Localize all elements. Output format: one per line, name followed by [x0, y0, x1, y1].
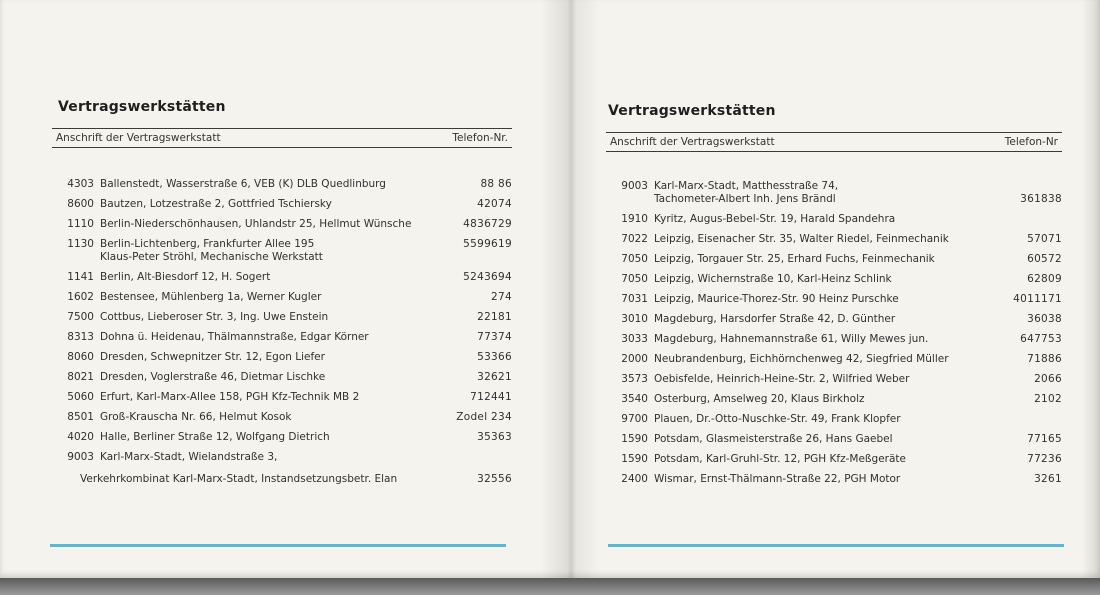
postal-code: 9003	[621, 180, 648, 192]
workshop-address: Neubrandenburg, Eichhörnchenweg 42, Siegfried Müller	[654, 353, 949, 365]
workshop-address: Dohna ü. Heidenau, Thälmannstraße, Edgar Körner	[100, 331, 369, 343]
postal-code: 1130	[67, 238, 94, 250]
list-item	[606, 313, 1062, 326]
right-header-address: Anschrift der Vertragswerkstatt	[610, 136, 775, 148]
workshop-address: Magdeburg, Harsdorfer Straße 42, D. Günther	[654, 313, 896, 325]
workshop-address: Kyritz, Augus-Bebel-Str. 19, Harald Spandehra	[654, 213, 896, 225]
workshop-address: Halle, Berliner Straße 12, Wolfgang Dietrich	[100, 431, 330, 443]
phone-number: Zodel 234	[456, 411, 512, 423]
workshop-address	[100, 238, 430, 264]
list-item	[52, 218, 512, 231]
phone-number: 2102	[1034, 393, 1062, 405]
phone-number: 62809	[1027, 273, 1062, 285]
list-item	[52, 331, 512, 344]
postal-code: 1110	[67, 218, 94, 230]
phone-number: 35363	[477, 431, 512, 443]
right-table-header	[606, 132, 1062, 152]
workshop-address: Ballenstedt, Wasserstraße 6, VEB (K) DLB Quedlinburg	[100, 178, 386, 190]
phone-number: 32621	[477, 371, 512, 383]
list-item-continuation	[80, 473, 512, 486]
list-item	[52, 391, 512, 404]
workshop-address: Potsdam, Glasmeisterstraße 26, Hans Gaebel	[654, 433, 893, 445]
workshop-address	[654, 180, 980, 206]
right-page	[606, 0, 1062, 578]
phone-number: 274	[491, 291, 512, 303]
list-item	[606, 233, 1062, 246]
workshop-address: Bautzen, Lotzestraße 2, Gottfried Tschiersky	[100, 198, 332, 210]
phone-number: 2066	[1034, 373, 1062, 385]
postal-code: 1910	[621, 213, 648, 225]
postal-code: 3010	[621, 313, 648, 325]
postal-code: 8501	[67, 411, 94, 423]
workshop-address: Dresden, Voglerstraße 46, Dietmar Lischke	[100, 371, 326, 383]
list-item	[52, 411, 512, 424]
list-item	[52, 371, 512, 384]
postal-code: 9003	[67, 451, 94, 463]
phone-number: 77165	[1027, 433, 1062, 445]
workshop-address: Leipzig, Eisenacher Str. 35, Walter Riedel, Feinmechanik	[654, 233, 949, 245]
left-header-address: Anschrift der Vertragswerkstatt	[56, 132, 221, 144]
workshop-address: Dresden, Schwepnitzer Str. 12, Egon Liefer	[100, 351, 325, 363]
list-item	[52, 431, 512, 444]
workshop-address: Berlin, Alt-Biesdorf 12, H. Sogert	[100, 271, 271, 283]
phone-number: 647753	[1020, 333, 1062, 345]
list-item	[606, 353, 1062, 366]
page-fold	[540, 0, 600, 578]
workshop-address: Potsdam, Karl-Gruhl-Str. 12, PGH Kfz-Meßgeräte	[654, 453, 906, 465]
list-item	[52, 178, 512, 191]
postal-code: 9700	[621, 413, 648, 425]
list-item	[606, 180, 1062, 206]
list-item	[606, 253, 1062, 266]
phone-number: 3261	[1034, 473, 1062, 485]
left-page-title: Vertragswerkstätten	[58, 99, 226, 115]
list-item	[606, 433, 1062, 446]
list-item	[606, 473, 1062, 486]
phone-number: 36038	[1027, 313, 1062, 325]
workshop-address: Leipzig, Torgauer Str. 25, Erhard Fuchs, Feinmechanik	[654, 253, 935, 265]
list-item	[606, 273, 1062, 286]
phone-number: 22181	[477, 311, 512, 323]
page-edge-shadow	[1082, 0, 1100, 578]
postal-code: 2000	[621, 353, 648, 365]
postal-code: 1590	[621, 453, 648, 465]
workshop-address: Karl-Marx-Stadt, Wielandstraße 3,	[100, 451, 278, 463]
workshop-address: Osterburg, Amselweg 20, Klaus Birkholz	[654, 393, 865, 405]
list-item	[606, 333, 1062, 346]
postal-code: 7050	[621, 273, 648, 285]
right-page-title: Vertragswerkstätten	[608, 103, 776, 119]
list-item	[606, 373, 1062, 386]
postal-code: 4303	[67, 178, 94, 190]
list-item	[52, 238, 512, 264]
list-item	[606, 393, 1062, 406]
workshop-address: Magdeburg, Hahnemannstraße 61, Willy Mewes jun.	[654, 333, 929, 345]
list-item	[52, 451, 512, 464]
postal-code: 8313	[67, 331, 94, 343]
phone-number: 77236	[1027, 453, 1062, 465]
phone-number: 361838	[1020, 193, 1062, 205]
workshop-address: Oebisfelde, Heinrich-Heine-Str. 2, Wilfried Weber	[654, 373, 910, 385]
phone-number: 60572	[1027, 253, 1062, 265]
postal-code: 3033	[621, 333, 648, 345]
accent-bar	[50, 544, 506, 547]
list-item	[606, 293, 1062, 306]
postal-code: 7031	[621, 293, 648, 305]
postal-code: 3573	[621, 373, 648, 385]
phone-number: 57071	[1027, 233, 1062, 245]
phone-number: 5243694	[463, 271, 512, 283]
accent-bar	[608, 544, 1064, 547]
postal-code: 7500	[67, 311, 94, 323]
list-item	[606, 213, 1062, 226]
workshop-address: Wismar, Ernst-Thälmann-Straße 22, PGH Motor	[654, 473, 901, 485]
phone-number: 77374	[477, 331, 512, 343]
list-item	[52, 291, 512, 304]
postal-code: 2400	[621, 473, 648, 485]
postal-code: 8021	[67, 371, 94, 383]
list-item	[606, 413, 1062, 426]
address-line-1: Berlin-Lichtenberg, Frankfurter Allee 195	[100, 238, 315, 250]
right-header-phone: Telefon-Nr	[1004, 136, 1058, 148]
list-item	[52, 311, 512, 324]
phone-number: 32556	[477, 473, 512, 485]
postal-code: 7022	[621, 233, 648, 245]
phone-number: 4836729	[463, 218, 512, 230]
phone-number: 5599619	[463, 238, 512, 250]
workshop-address: Leipzig, Maurice-Thorez-Str. 90 Heinz Purschke	[654, 293, 899, 305]
left-table-header	[52, 128, 512, 148]
postal-code: 5060	[67, 391, 94, 403]
phone-number: 53366	[477, 351, 512, 363]
workshop-address: Berlin-Niederschönhausen, Uhlandstr 25, Hellmut Wünsche	[100, 218, 412, 230]
workshop-address: Cottbus, Lieberoser Str. 3, Ing. Uwe Enstein	[100, 311, 329, 323]
list-item	[52, 351, 512, 364]
workshop-address: Plauen, Dr.-Otto-Nuschke-Str. 49, Frank Klopfer	[654, 413, 901, 425]
scan-background	[0, 578, 1100, 595]
workshop-address: Erfurt, Karl-Marx-Allee 158, PGH Kfz-Technik MB 2	[100, 391, 360, 403]
postal-code: 7050	[621, 253, 648, 265]
workshop-address: Groß-Krauscha Nr. 66, Helmut Kosok	[100, 411, 292, 423]
address-line-1: Karl-Marx-Stadt, Matthesstraße 74,	[654, 180, 839, 192]
address-line-2: Klaus-Peter Ströhl, Mechanische Werkstatt	[100, 251, 323, 263]
workshop-address: Bestensee, Mühlenberg 1a, Werner Kugler	[100, 291, 322, 303]
postal-code: 8060	[67, 351, 94, 363]
phone-number: 71886	[1027, 353, 1062, 365]
right-workshop-list	[606, 180, 1062, 493]
left-workshop-list	[52, 178, 512, 493]
workshop-address: Verkehrkombinat Karl-Marx-Stadt, Instandsetzungsbetr. Elan	[80, 473, 398, 485]
phone-number: 42074	[477, 198, 512, 210]
workshop-address: Leipzig, Wichernstraße 10, Karl-Heinz Schlink	[654, 273, 892, 285]
postal-code: 3540	[621, 393, 648, 405]
postal-code: 1590	[621, 433, 648, 445]
phone-number: 712441	[470, 391, 512, 403]
left-header-phone: Telefon-Nr.	[452, 132, 508, 144]
list-item	[52, 271, 512, 284]
left-page	[52, 0, 512, 578]
phone-number: 88 86	[480, 178, 512, 190]
postal-code: 1141	[67, 271, 94, 283]
list-item	[52, 198, 512, 211]
address-line-2: Tachometer-Albert Inh. Jens Brändl	[654, 193, 836, 205]
postal-code: 1602	[67, 291, 94, 303]
phone-number: 4011171	[1013, 293, 1062, 305]
postal-code: 4020	[67, 431, 94, 443]
postal-code: 8600	[67, 198, 94, 210]
list-item	[606, 453, 1062, 466]
